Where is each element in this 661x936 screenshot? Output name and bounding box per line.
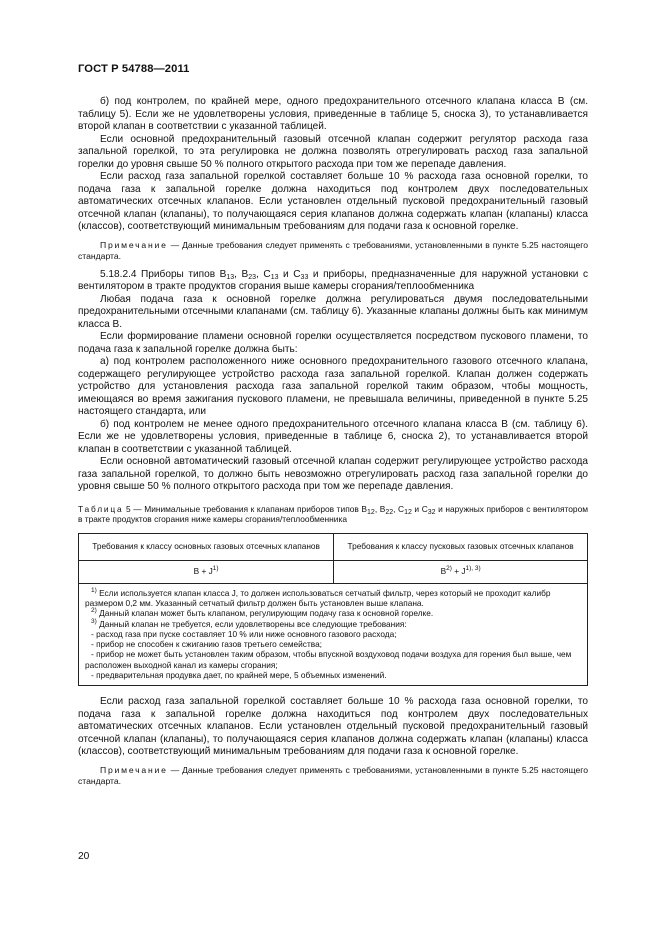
paragraph: Если основной автоматический газовый отсечной клапан содержит регулирующее устройство расхода газа запальной горелкой, то должно быть невозможно отрегулировать расход газа запальной горелки до уровня свыше 50 % полного открытого расхода при том же перепаде давления. — [78, 456, 588, 492]
document-body — [78, 96, 588, 791]
table-cell: $В + J^{1)}$ — [79, 560, 334, 583]
paragraph: Если основной предохранительный газовый отсечной клапан содержит регулятор расхода газа запальной горелкой, то эта регулировка не должна позволять отрегулировать расход газа запальной горелки до уровня свыше 50 % полного открытого расхода при том же перепаде давления. — [78, 133, 588, 170]
table-footnotes — [79, 583, 588, 686]
table-footnotes-row — [79, 583, 588, 686]
footnote-item: - прибор не способен к сжиганию газов третьего семейства; — [91, 639, 322, 650]
note-text: — Данные требования следует применять с требованиями, установленными в пункте 5.25 настоящего стандарта. — [78, 764, 588, 786]
document-header: ГОСТ Р 54788—2011 — [78, 63, 190, 75]
footnote: $^{3)}$ Данный клапан не требуется, если удовлетворены все следующие требования: — [91, 617, 407, 629]
section-heading: 5.18.2.4 Приборы типов $В_{13}$, $В_{23}$, $С_{13}$ и $С_{33}$ и приборы, предназначенные для наружной установки с вентилятором в тракте продуктов сгорания выше камеры сгорания/теплообменника — [78, 268, 588, 292]
section-number: 5.18.2.4 — [100, 268, 137, 280]
table-label: Таблица — [78, 503, 124, 514]
table-header-row — [79, 533, 588, 560]
page-number: 20 — [78, 851, 90, 862]
footnote: $^{2)}$ Данный клапан может быть клапаном, регулирующим подачу газа к основной горелке. — [91, 607, 434, 619]
table-header-cell: Требования к классу пусковых газовых отсечных клапанов — [334, 533, 588, 560]
note — [78, 765, 588, 787]
paragraph: Любая подача газа к основной горелке должна регулироваться двумя последовательными предохранительными отсечными клапанами (см. таблицу 6). Указанные клапаны должны быть как минимум класса В. — [78, 293, 588, 330]
footnote: $^{1)}$ Если используется клапан класса J, то должен использоваться сетчатый фильтр, через который не проходит калибр размером 0,2 мм. Указанный сетчатый фильтр должен быть установлен выше клапана. — [85, 586, 551, 608]
table-row — [79, 560, 588, 583]
table-caption: Таблица 5 — Минимальные требования к клапанам приборов типов $В_{12}$, $В_{22}$, $С_{12}$ и $С_{32}$ и наружных приборов с вентилятором в тракте продуктов сгорания ниже камеры сгорания/теплообменника — [78, 503, 589, 525]
paragraph: б) под контролем, по крайней мере, одного предохранительного отсечного клапана класса В (см. таблицу 5). Если же не удовлетворены условия, приведенные в таблице 5, сноска 3), то устанавливается второй клапан в соответствии с указанной таблицей. — [78, 96, 588, 132]
paragraph: а) под контролем расположенного ниже основного предохранительного газового отсечного клапана, содержащего регулирующее устройство расхода газа запальной горелкой. Клапан должен содержать устройство для установления расхода газа запальной горелкой таким образом, чтобы мощность, имеющаяся во время зажигания пускового пламени, не превышала величины, приведенной в пункте 5.25 настоящего стандарта, или — [78, 356, 588, 417]
paragraph: Если формирование пламени основной горелки осуществляется посредством пускового пламени, то подача газа к запальной горелке должна быть: — [78, 331, 588, 355]
note-text: — Данные требования следует применять с требованиями, установленными в пункте 5.25 настоящего стандарта. — [78, 239, 588, 261]
note-label: Примечание — [100, 764, 168, 775]
note — [78, 240, 588, 262]
paragraph: б) под контролем не менее одного предохранительного отсечного клапана класса В (см. таблицу 6). Если же не удовлетворены условия, приведенные в таблице 6, сноска 2), то устанавливается второй клапан в соответствии с указанной таблицей. — [78, 418, 588, 455]
paragraph: Если расход газа запальной горелкой составляет больше 10 % расхода газа основной горелки, то подача газа к запальной горелке должна находиться под контролем двух последовательных автоматических отсечных клапанов. Если установлен отдельный пусковой предохранительный газовый отсечной клапан (клапаны), то получающаяся серия клапанов должна содержать клапан (клапаны) класса (классов), соответствующий минимальным требованиям для подачи газа к основной горелке. — [78, 696, 588, 758]
note-label: Примечание — [100, 239, 168, 250]
footnote-item: - расход газа при пуске составляет 10 % или ниже основного газового расхода; — [91, 628, 397, 639]
table-cell: $В^{2)} + J^{1), 3)}$ — [334, 560, 588, 583]
table-header-cell: Требования к классу основных газовых отсечных клапанов — [79, 533, 334, 560]
footnote-item: - предварительная продувка дает, по крайней мере, 5 объемных изменений. — [91, 670, 387, 681]
valve-requirements-table — [78, 533, 588, 687]
footnote-item: - прибор не может быть установлен таким образом, чтобы впускной воздуховод подачи воздуха для горения был выше, чем расположен выходной канал из камеры сгорания; — [85, 649, 572, 670]
paragraph: Если расход газа запальной горелкой составляет больше 10 % расхода газа основной горелки, то подача газа к запальной горелке должна находиться под контролем двух последовательных автоматических отсечных клапанов. Если установлен отдельный пусковой предохранительный газовый отсечной клапан (клапаны), то получающаяся серия клапанов должна содержать клапан (клапаны) класса (классов), соответствующий минимальным требованиям для подачи газа к основной горелке. — [78, 171, 588, 232]
